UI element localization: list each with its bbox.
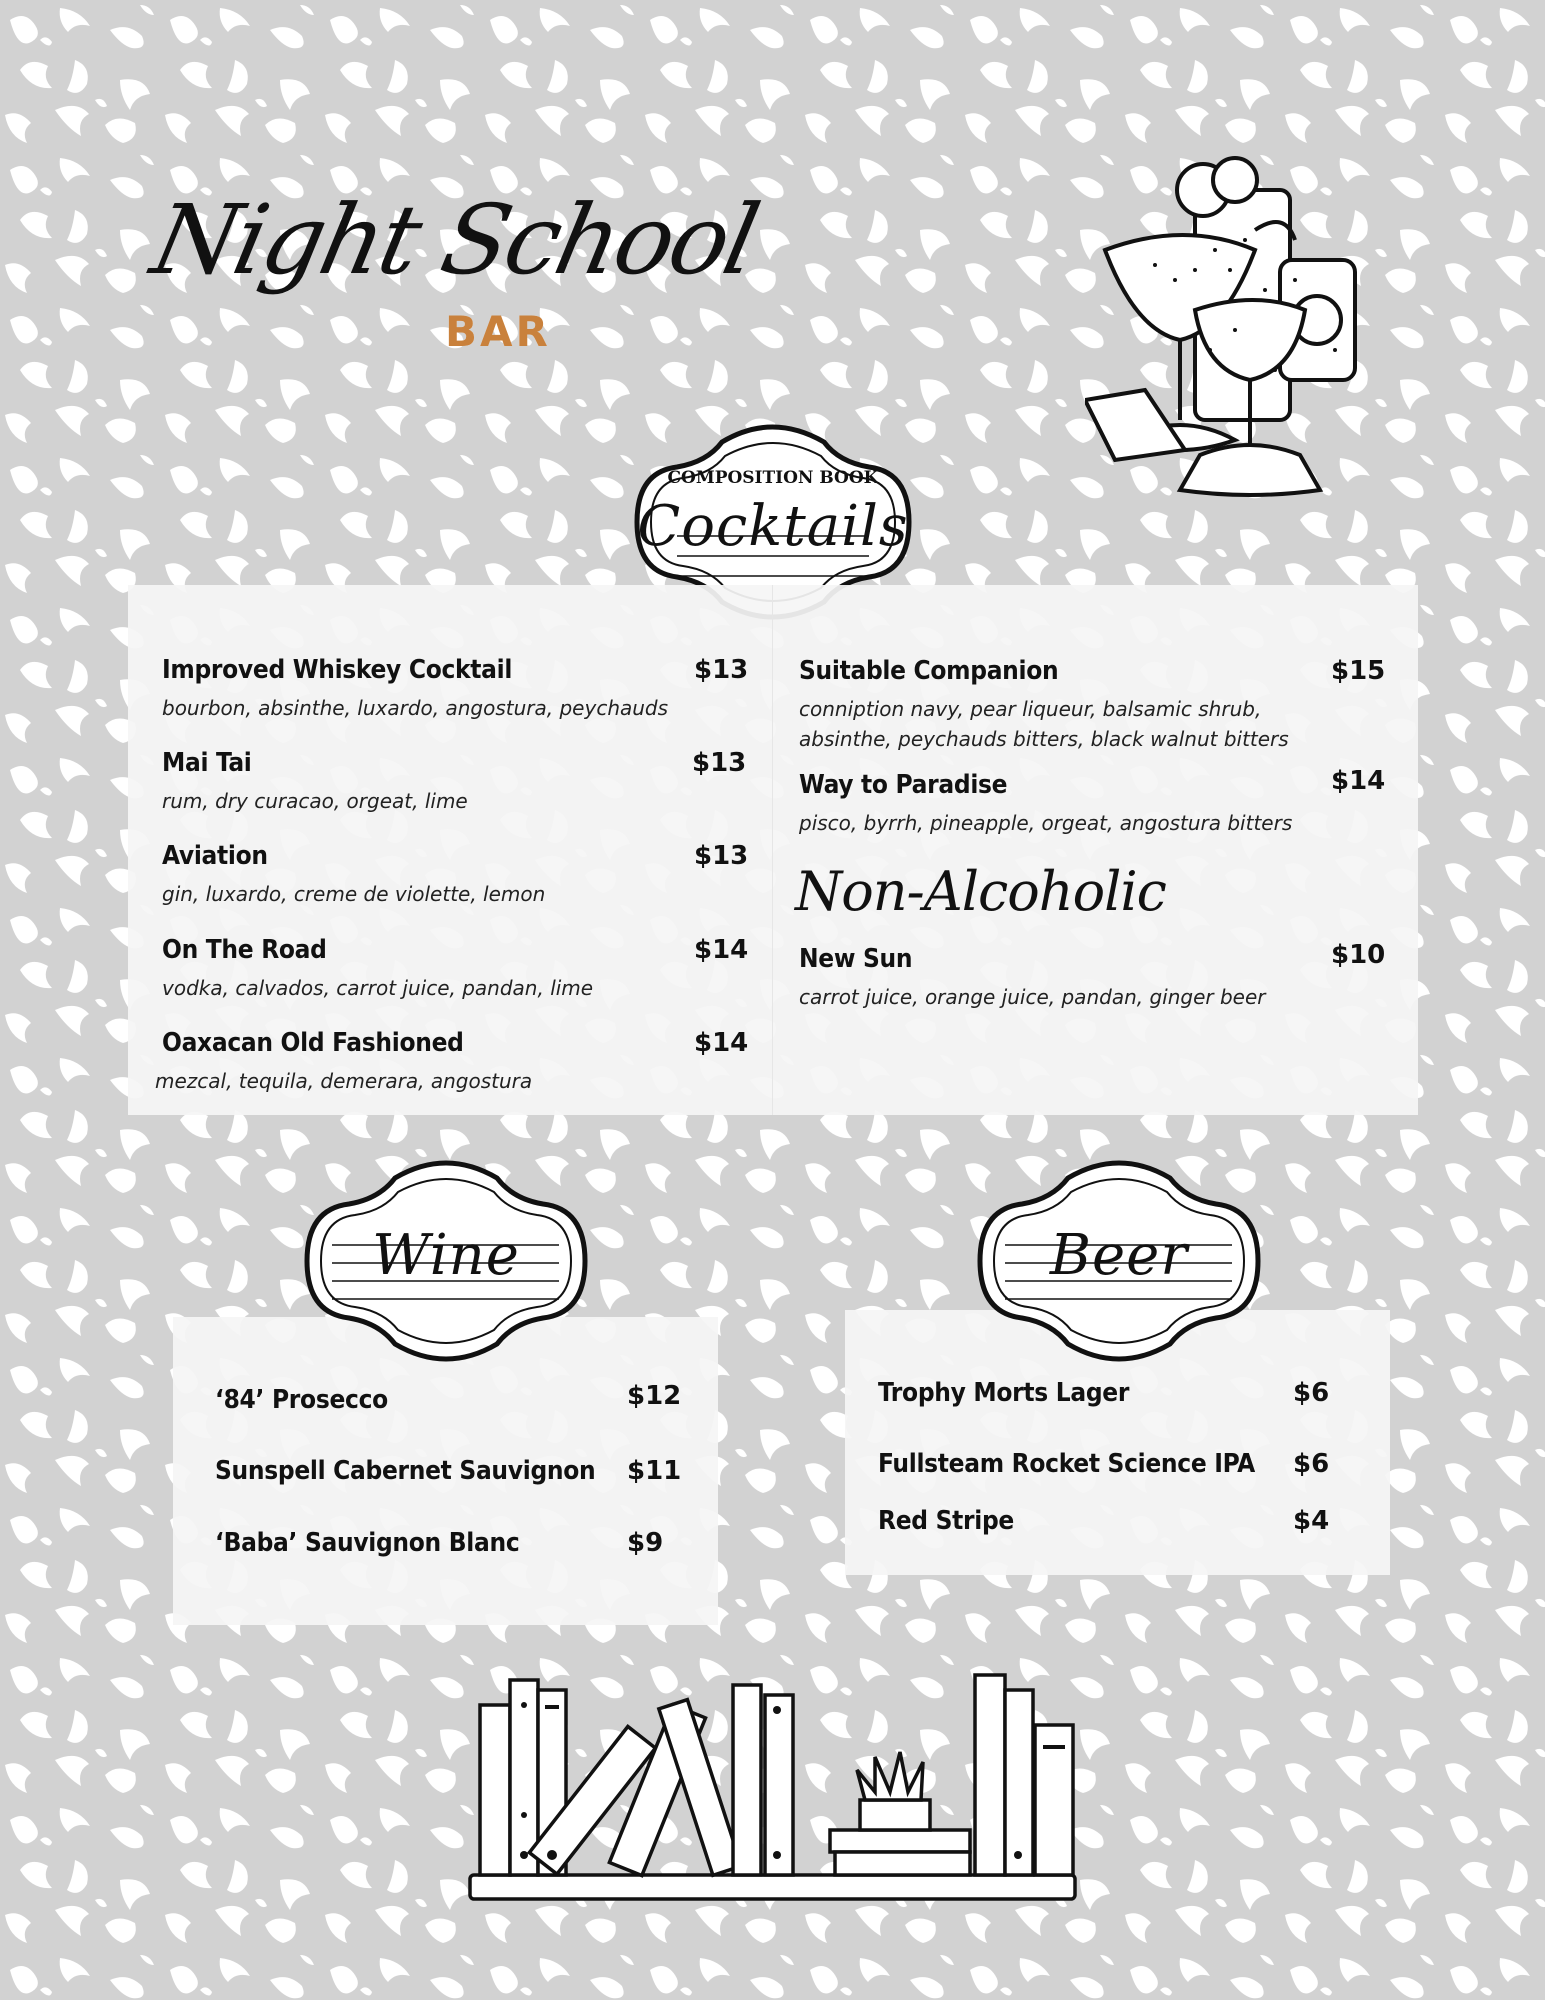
night-school-bar-logo — [143, 184, 766, 365]
item-name: New Sun — [799, 944, 913, 974]
item-name: ‘84’ Prosecco — [215, 1385, 388, 1415]
item-price: $4 — [1293, 1506, 1330, 1536]
badge-subtitle: COMPOSITION BOOK — [667, 468, 879, 488]
item-price: $14 — [694, 935, 749, 965]
item-name: Way to Paradise — [799, 770, 1008, 800]
item-name: Mai Tai — [162, 748, 252, 778]
item-price: $11 — [627, 1456, 682, 1486]
item-description-line2: absinthe, peychauds bitters, black walnut bitters — [799, 727, 1289, 751]
item-price: $15 — [1331, 656, 1386, 686]
non-alcoholic-heading: Non-Alcoholic — [795, 860, 1166, 923]
item-description: pisco, byrrh, pineapple, orgeat, angostura bitters — [799, 811, 1293, 835]
item-price: $12 — [627, 1381, 682, 1411]
item-name: ‘Baba’ Sauvignon Blanc — [215, 1528, 520, 1558]
column-divider — [772, 585, 773, 1115]
wine-badge — [287, 1155, 605, 1367]
bookshelf-icon — [465, 1665, 1080, 1930]
item-name: Sunspell Cabernet Sauvignon — [215, 1456, 596, 1486]
item-description: conniption navy, pear liqueur, balsamic shrub, — [799, 697, 1262, 721]
item-name: Suitable Companion — [799, 656, 1059, 686]
item-name: Improved Whiskey Cocktail — [162, 655, 513, 685]
item-price: $9 — [627, 1528, 664, 1558]
item-name: Fullsteam Rocket Science IPA — [878, 1449, 1255, 1479]
badge-title: Wine — [372, 1223, 520, 1288]
cocktail-glasses-icon — [1085, 150, 1365, 510]
item-name: Aviation — [162, 841, 268, 871]
item-name: Oaxacan Old Fashioned — [162, 1028, 464, 1058]
item-description: gin, luxardo, creme de violette, lemon — [162, 882, 546, 906]
item-description: rum, dry curacao, orgeat, lime — [162, 789, 468, 813]
item-name: On The Road — [162, 935, 327, 965]
beer-badge — [960, 1155, 1278, 1367]
item-name: Trophy Morts Lager — [878, 1378, 1130, 1408]
item-price: $13 — [694, 655, 749, 685]
item-description: mezcal, tequila, demerara, angostura — [155, 1069, 533, 1093]
item-price: $14 — [694, 1028, 749, 1058]
item-price: $6 — [1293, 1449, 1330, 1479]
item-price: $6 — [1293, 1378, 1330, 1408]
item-price: $13 — [692, 748, 747, 778]
item-price: $10 — [1331, 940, 1386, 970]
item-name: Red Stripe — [878, 1506, 1014, 1536]
item-description: carrot juice, orange juice, pandan, ginger beer — [799, 985, 1266, 1009]
item-description: vodka, calvados, carrot juice, pandan, lime — [162, 976, 594, 1000]
item-price: $13 — [694, 841, 749, 871]
badge-title: Beer — [1049, 1223, 1189, 1288]
logo-script-text: Night School — [143, 184, 766, 296]
logo-bar-text: BAR — [445, 307, 551, 356]
item-price: $14 — [1331, 766, 1386, 796]
badge-title: Cocktails — [637, 494, 909, 559]
item-description: bourbon, absinthe, luxardo, angostura, peychauds — [162, 696, 669, 720]
